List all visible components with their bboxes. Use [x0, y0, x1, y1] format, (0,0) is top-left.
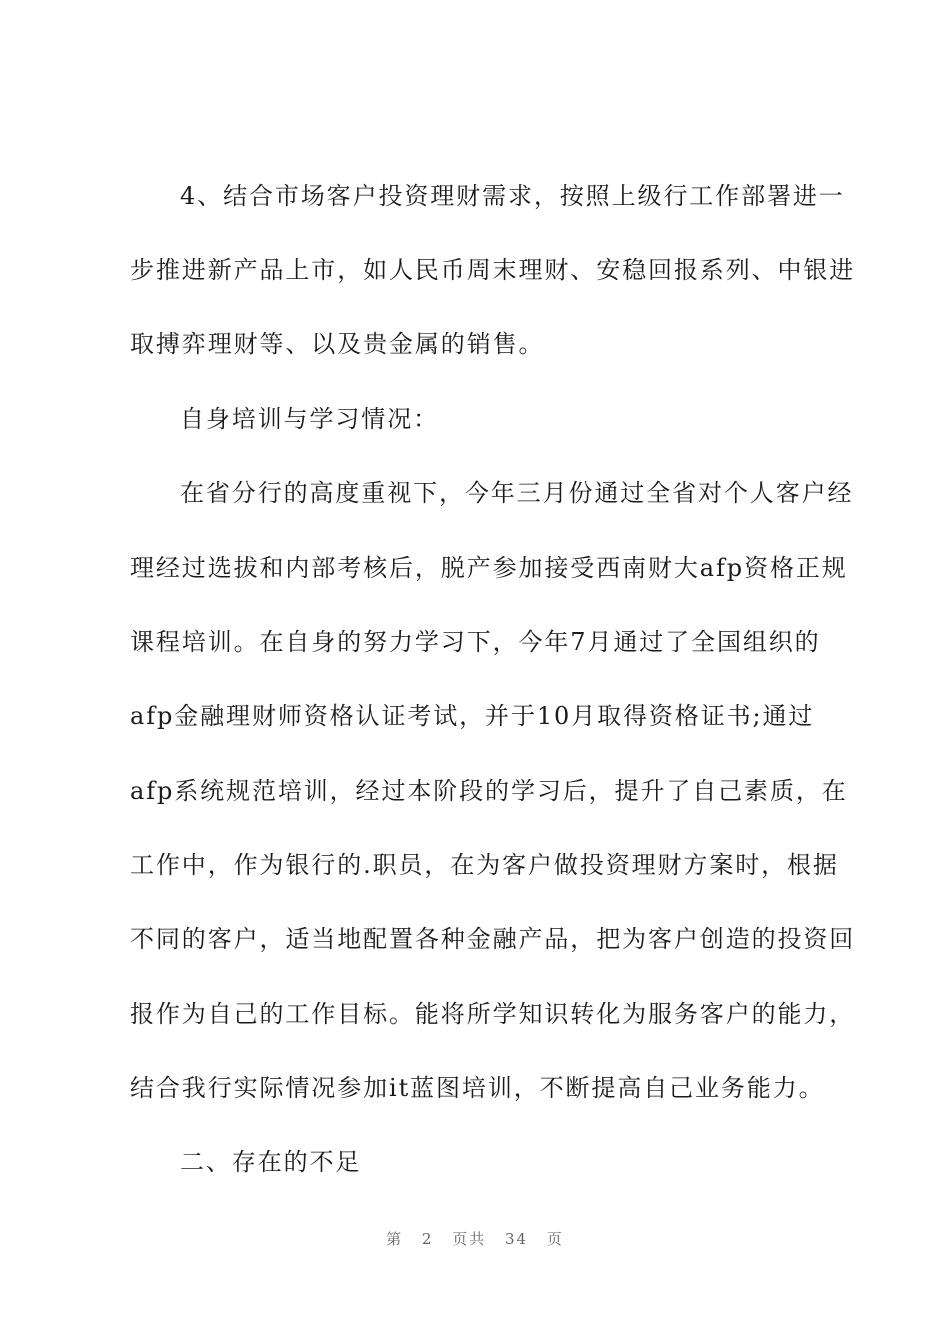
paragraph-3-line-7: 不同的客户，适当地配置各种金融产品，把为客户创造的投资回 [130, 925, 856, 953]
paragraph-3-line-4: afp金融理财师资格认证考试，并于10月取得资格证书;通过 [130, 702, 815, 730]
paragraph-3-line-3: 课程培训。在自身的努力学习下，今年7月通过了全国组织的 [130, 628, 821, 656]
paragraph-1-line-1: 4、结合市场客户投资理财需求，按照上级行工作部署进一 [180, 182, 845, 210]
section-heading-training: 自身培训与学习情况： [180, 405, 439, 433]
footer-total-pages: 34 [505, 1230, 529, 1248]
paragraph-3-line-9: 结合我行实际情况参加it蓝图培训，不断提高自己业务能力。 [130, 1074, 825, 1102]
paragraph-1-line-2: 步推进新产品上市，如人民币周末理财、安稳回报系列、中银进 [130, 256, 856, 284]
footer-suffix: 页 [546, 1230, 564, 1248]
footer-middle: 页共 [452, 1230, 487, 1248]
page-footer [0, 1228, 950, 1249]
paragraph-3-line-8: 报作为自己的工作目标。能将所学知识转化为服务客户的能力， [130, 1000, 856, 1028]
paragraph-3-line-1: 在省分行的高度重视下，今年三月份通过全省对个人客户经 [180, 479, 854, 507]
section-heading-shortcomings: 二、存在的不足 [180, 1148, 362, 1176]
paragraph-1-line-3: 取搏弈理财等、以及贵金属的销售。 [130, 330, 545, 358]
footer-page-number: 2 [421, 1230, 434, 1248]
paragraph-3-line-2: 理经过选拔和内部考核后，脱产参加接受西南财大afp资格正规 [130, 554, 848, 582]
paragraph-3-line-6: 工作中，作为银行的.职员，在为客户做投资理财方案时，根据 [130, 851, 839, 879]
footer-prefix: 第 [386, 1230, 404, 1248]
paragraph-3-line-5: afp系统规范培训，经过本阶段的学习后，提升了自己素质，在 [130, 777, 848, 805]
